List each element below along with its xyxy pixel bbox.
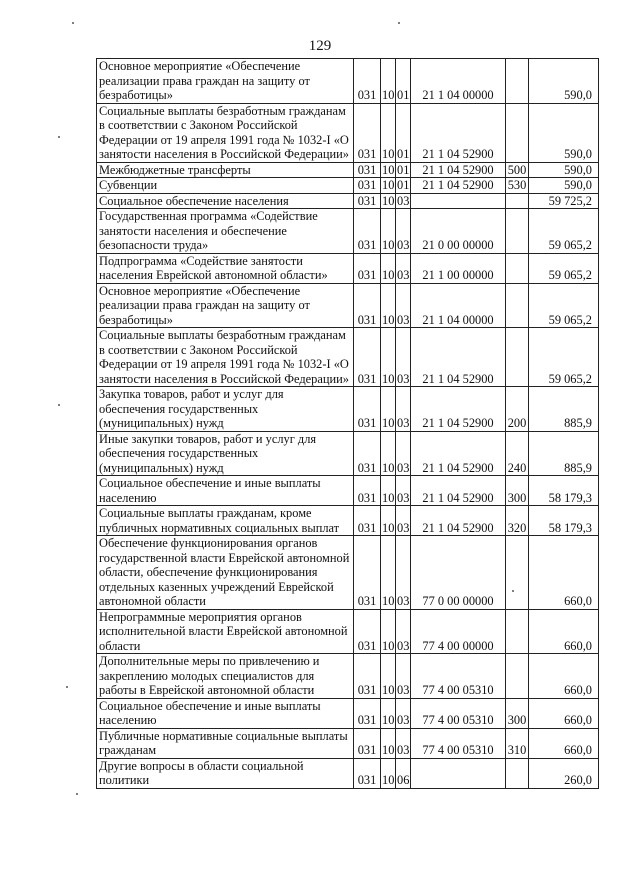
table-row <box>97 162 599 178</box>
subsection-code: 01 <box>397 178 410 192</box>
item-name: Социальное обеспечение населения <box>97 193 354 209</box>
expense-type-code: 500 <box>506 162 529 178</box>
department-code: 031 <box>354 328 381 387</box>
amount: 590,0 <box>529 59 599 104</box>
subsection-code: 03 <box>396 283 411 328</box>
section-code: 10 <box>381 328 396 387</box>
amount: 59 725,2 <box>529 193 599 209</box>
expense-type-code <box>506 654 529 699</box>
amount: 58 179,3 <box>529 476 599 506</box>
table-row <box>97 431 599 476</box>
target-article-code: 77 0 00 00000 <box>411 536 506 610</box>
target-article-code <box>411 758 506 788</box>
target-article-code: 77 4 00 00000 <box>411 609 506 654</box>
scan-speck <box>398 22 400 24</box>
target-article-code: 21 1 04 52900 <box>411 431 506 476</box>
expense-type-code <box>506 758 529 788</box>
amount: 59 065,2 <box>529 209 599 254</box>
amount: 260,0 <box>529 758 599 788</box>
target-article-code: 21 1 04 52900 <box>411 178 506 194</box>
subsection-code: 03 <box>396 253 411 283</box>
item-name: Субвенции <box>97 178 354 194</box>
target-article-code: 21 1 04 52900 <box>411 476 506 506</box>
expense-type-code: 320 <box>506 506 529 536</box>
subsection-code: 03 <box>396 387 411 432</box>
section-code: 10 <box>381 283 396 328</box>
amount: 660,0 <box>529 654 599 699</box>
scan-speck <box>58 136 60 138</box>
amount: 660,0 <box>529 698 599 728</box>
amount: 885,9 <box>529 387 599 432</box>
item-name: Обеспечение функционирования органов государственной власти Еврейской автономной области, обеспечение функционирования отдельных казенных учреждений Еврейской автономной области <box>97 536 354 610</box>
table-row <box>97 609 599 654</box>
table-row <box>97 178 599 194</box>
subsection-code: 03 <box>396 536 411 610</box>
subsection-code: 03 <box>396 506 411 536</box>
expense-type-code: 530 <box>506 178 529 194</box>
department-code: 031 <box>354 609 381 654</box>
table-row <box>97 253 599 283</box>
amount: 660,0 <box>529 728 599 758</box>
table-row <box>97 387 599 432</box>
subsection-code: 03 <box>396 209 411 254</box>
section-code: 10 <box>381 476 396 506</box>
table-row <box>97 758 599 788</box>
department-code: 031 <box>354 431 381 476</box>
target-article-code <box>411 193 506 209</box>
department-code: 031 <box>354 283 381 328</box>
item-name: Основное мероприятие «Обеспечение реализации права граждан на защиту от безработицы» <box>97 283 354 328</box>
item-name: Публичные нормативные социальные выплаты гражданам <box>97 728 354 758</box>
section-code: 10 <box>382 193 395 208</box>
subsection-code: 03 <box>397 193 410 208</box>
department-code: 031 <box>354 387 381 432</box>
subsection-code: 01 <box>396 59 411 104</box>
subsection-code: 01 <box>396 103 411 162</box>
item-name: Основное мероприятие «Обеспечение реализации права граждан на защиту от безработицы» <box>97 59 354 104</box>
department-code: 031 <box>354 506 381 536</box>
item-name: Закупка товаров, работ и услуг для обеспечения государственных (муниципальных) нужд <box>97 387 354 432</box>
section-code: 10 <box>381 698 396 728</box>
expense-type-code: 300 <box>506 698 529 728</box>
item-name: Другие вопросы в области социальной политики <box>97 758 354 788</box>
item-name: Межбюджетные трансферты <box>97 162 354 178</box>
item-name: Иные закупки товаров, работ и услуг для обеспечения государственных (муниципальных) нужд <box>97 431 354 476</box>
section-code: 10 <box>381 59 396 104</box>
section-code: 10 <box>381 387 396 432</box>
target-article-code: 77 4 00 05310 <box>411 654 506 699</box>
section-code: 10 <box>381 506 396 536</box>
table-row <box>97 209 599 254</box>
table-row <box>97 654 599 699</box>
item-name: Подпрограмма «Содействие занятости населения Еврейской автономной области» <box>97 253 354 283</box>
subsection-code: 01 <box>397 162 410 177</box>
expense-type-code <box>506 253 529 283</box>
subsection-code: 03 <box>396 728 411 758</box>
department-code: 031 <box>354 162 381 178</box>
department-code: 031 <box>354 103 381 162</box>
section-code: 10 <box>382 162 395 177</box>
amount: 58 179,3 <box>529 506 599 536</box>
section-code: 10 <box>381 758 396 788</box>
item-name: Социальные выплаты гражданам, кроме публичных нормативных социальных выплат <box>97 506 354 536</box>
target-article-code: 77 4 00 05310 <box>411 728 506 758</box>
table-row <box>97 536 599 610</box>
subsection-code: 03 <box>396 431 411 476</box>
target-article-code: 21 1 04 52900 <box>411 506 506 536</box>
amount: 885,9 <box>529 431 599 476</box>
item-name: Социальные выплаты безработным гражданам в соответствии с Законом Российской Федерации от 19 апреля 1991 года № 1032-I «О занятости населения в Российской Федерации» <box>97 103 354 162</box>
target-article-code: 77 4 00 05310 <box>411 698 506 728</box>
section-code: 10 <box>382 178 395 192</box>
expense-type-code <box>506 59 529 104</box>
target-article-code: 21 1 04 00000 <box>411 283 506 328</box>
department-code: 031 <box>354 193 381 209</box>
subsection-code: 06 <box>396 758 411 788</box>
expense-type-code: 240 <box>506 431 529 476</box>
subsection-code: 03 <box>396 476 411 506</box>
subsection-code: 03 <box>396 609 411 654</box>
amount: 660,0 <box>529 536 599 610</box>
subsection-code: 03 <box>396 654 411 699</box>
amount: 590,0 <box>529 103 599 162</box>
target-article-code: 21 1 04 00000 <box>411 59 506 104</box>
item-name: Социальное обеспечение и иные выплаты населению <box>97 698 354 728</box>
department-code: 031 <box>354 698 381 728</box>
expense-type-code <box>506 209 529 254</box>
department-code: 031 <box>354 59 381 104</box>
scan-speck <box>76 793 78 795</box>
target-article-code: 21 0 00 00000 <box>411 209 506 254</box>
subsection-code: 03 <box>396 328 411 387</box>
section-code: 10 <box>381 654 396 699</box>
table-row <box>97 698 599 728</box>
table-row <box>97 59 599 104</box>
table-row <box>97 193 599 209</box>
table-row <box>97 728 599 758</box>
item-name: Дополнительные меры по привлечению и закреплению молодых специалистов для работы в Еврейской автономной области <box>97 654 354 699</box>
section-code: 10 <box>381 209 396 254</box>
department-code: 031 <box>354 209 381 254</box>
amount: 660,0 <box>529 609 599 654</box>
section-code: 10 <box>381 609 396 654</box>
department-code: 031 <box>354 758 381 788</box>
target-article-code: 21 1 04 52900 <box>411 387 506 432</box>
target-article-code: 21 1 04 52900 <box>411 328 506 387</box>
scan-speck <box>72 22 74 24</box>
department-code: 031 <box>354 728 381 758</box>
subsection-code: 03 <box>396 698 411 728</box>
amount: 59 065,2 <box>529 328 599 387</box>
expense-type-code: 300 <box>506 476 529 506</box>
item-name: Социальные выплаты безработным гражданам в соответствии с Законом Российской Федерации от 19 апреля 1991 года № 1032-I «О занятости населения в Российской Федерации» <box>97 328 354 387</box>
target-article-code: 21 1 04 52900 <box>411 162 506 178</box>
expense-type-code <box>506 536 529 610</box>
table-row <box>97 103 599 162</box>
item-name: Непрограммные мероприятия органов исполнительной власти Еврейской автономной области <box>97 609 354 654</box>
page-number: 129 <box>308 38 332 54</box>
department-code: 031 <box>354 253 381 283</box>
amount: 59 065,2 <box>529 283 599 328</box>
amount: 590,0 <box>529 178 599 194</box>
department-code: 031 <box>354 536 381 610</box>
expense-type-code <box>506 193 529 209</box>
section-code: 10 <box>381 431 396 476</box>
table-row <box>97 283 599 328</box>
department-code: 031 <box>354 654 381 699</box>
amount: 590,0 <box>529 162 599 178</box>
department-code: 031 <box>354 178 381 194</box>
budget-table <box>96 58 599 789</box>
expense-type-code <box>506 283 529 328</box>
expense-type-code <box>506 328 529 387</box>
section-code: 10 <box>381 728 396 758</box>
amount: 59 065,2 <box>529 253 599 283</box>
item-name: Социальное обеспечение и иные выплаты населению <box>97 476 354 506</box>
expense-type-code: 200 <box>506 387 529 432</box>
expense-type-code <box>506 103 529 162</box>
expense-type-code <box>506 609 529 654</box>
section-code: 10 <box>381 103 396 162</box>
section-code: 10 <box>381 253 396 283</box>
department-code: 031 <box>354 476 381 506</box>
table-row <box>97 506 599 536</box>
section-code: 10 <box>381 536 396 610</box>
scan-speck <box>66 686 68 688</box>
item-name: Государственная программа «Содействие занятости населения и обеспечение безопасности труда» <box>97 209 354 254</box>
table-row <box>97 476 599 506</box>
target-article-code: 21 1 04 52900 <box>411 103 506 162</box>
target-article-code: 21 1 00 00000 <box>411 253 506 283</box>
expense-type-code: 310 <box>506 728 529 758</box>
scan-speck <box>58 404 60 406</box>
table-row <box>97 328 599 387</box>
